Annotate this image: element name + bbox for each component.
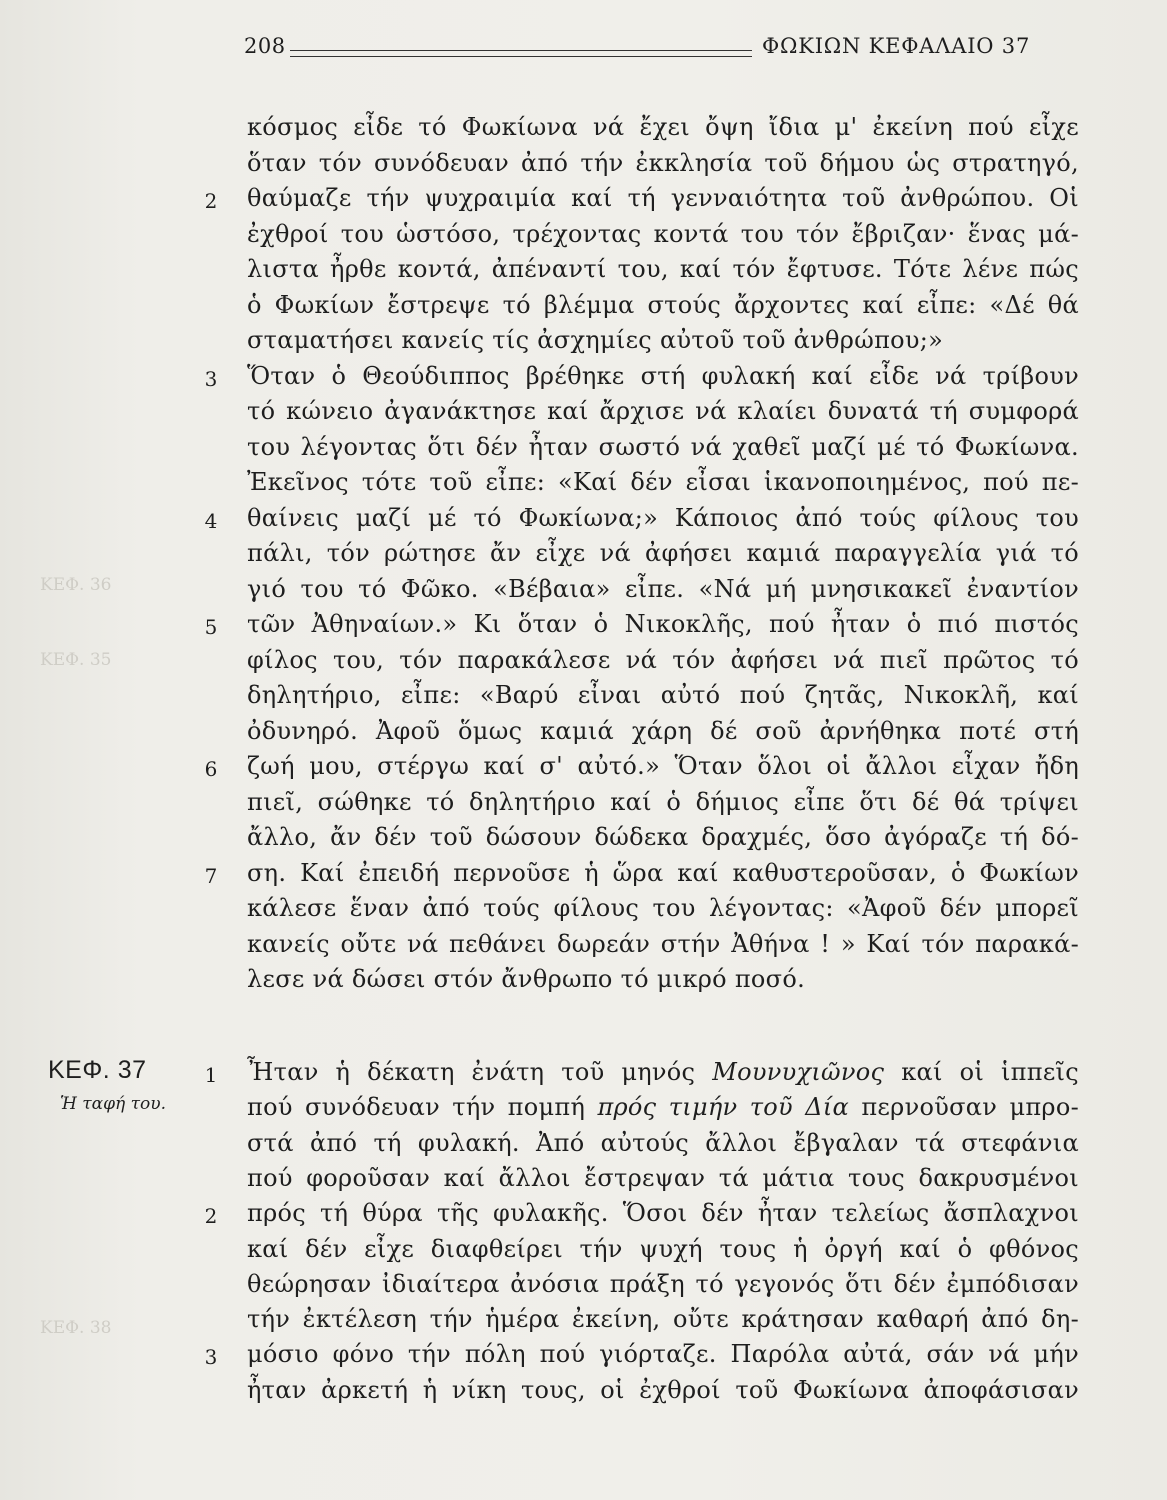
- text-line: [247, 504, 1079, 532]
- verse-number: 4: [204, 508, 218, 533]
- text-line: [247, 823, 1079, 851]
- text-line-content: δηλητήριο, εἶπε: «Βαρύ εἶναι αὐτό πού ζητᾶς, Νικοκλῆ, καί: [247, 681, 1079, 709]
- text-line-content: πού συνόδευαν τήν πομπή: [247, 1093, 598, 1122]
- verse-number: 2: [204, 1204, 218, 1229]
- text-line-content: τῶν Ἀθηναίων.» Κι ὅταν ὁ Νικοκλῆς, πού ἦταν ὁ πιό πιστός: [247, 610, 1079, 638]
- text-line-content: Ὅταν ὁ Θεούδιππος βρέθηκε στή φυλακή καί εἶδε νά τρίβουν: [247, 361, 1079, 390]
- text-line: [247, 220, 1079, 248]
- text-line: [247, 859, 1079, 887]
- text-line: [247, 1093, 1079, 1121]
- text-line-content: ὅταν τόν συνόδευαν ἀπό τήν ἐκκλησία τοῦ δήμου ὡς στρατηγό,: [247, 148, 1079, 177]
- text-line-content: πιεῖ, σώθηκε τό δηλητήριο καί ὁ δήμιος εἶπε ὅτι δέ θά τρίψει: [247, 787, 1079, 816]
- text-line-content: ὀδυνηρό. Ἀφοῦ ὅμως καμιά χάρη δέ σοῦ ἀρνήθηκα ποτέ στή: [247, 716, 1079, 745]
- text-line-content: τό κώνειο ἀγανάκτησε καί ἄρχισε νά κλαίει δυνατά τή συμφορά: [247, 397, 1079, 425]
- text-line: [247, 1340, 1079, 1368]
- text-line-continuation: καί οἱ ἱππεῖς: [884, 1058, 1080, 1086]
- text-line-content: θεώρησαν ἰδιαίτερα ἀνόσια πράξη τό γεγονός ὅτι δέν ἐμπόδισαν: [247, 1269, 1079, 1298]
- page-number: 208: [244, 34, 286, 58]
- text-line-content: ζωή μου, στέργω καί σ' αὐτό.» Ὅταν ὅλοι οἱ ἄλλοι εἶχαν ἤδη: [247, 752, 1079, 780]
- text-line-content: λεσε νά δώσει στόν ἄνθρωπο τό μικρό ποσό.: [247, 965, 806, 993]
- text-line-content: ἐχθροί του ὡστόσο, τρέχοντας κοντά του τόν ἔβριζαν· ἕνας μά-: [247, 219, 1079, 248]
- text-line: [247, 397, 1079, 425]
- text-line: [247, 681, 1079, 709]
- header-double-rule: [290, 50, 752, 57]
- text-line-content: ἦταν ἀρκετή ἡ νίκη τους, οἱ ἐχθροί τοῦ Φωκίωνα ἀποφάσισαν: [247, 1375, 1079, 1404]
- text-line-content: κόσμος εἶδε τό Φωκίωνα νά ἔχει ὄψη ἴδια μ' ἐκείνη πού εἶχε: [247, 113, 1079, 141]
- running-title: ΦΩΚΙΩΝ ΚΕΦΑΛΑΙΟ 37: [762, 34, 1031, 58]
- verse-number: 3: [204, 1345, 218, 1370]
- text-line: [247, 539, 1079, 567]
- text-line-content: πού φοροῦσαν καί ἄλλοι ἔστρεψαν τά μάτια τους δακρυσμένοι: [247, 1163, 1079, 1192]
- verse-number: 1: [204, 1063, 218, 1087]
- show-through-text: ΚΕΦ. 38: [40, 1318, 112, 1338]
- text-line: [247, 149, 1079, 177]
- italic-term: πρός τιμήν τοῦ Δία: [597, 1093, 850, 1122]
- chapter-heading: ΚΕΦ. 37: [48, 1056, 147, 1084]
- show-through-text: ΚΕΦ. 36: [40, 575, 112, 595]
- text-line: [247, 1164, 1079, 1192]
- verse-number: 5: [204, 615, 218, 639]
- show-through-text: ΚΕΦ. 35: [40, 650, 112, 670]
- text-line-content: ὁ Φωκίων ἔστρεψε τό βλέμμα στούς ἄρχοντες καί εἶπε: «Δέ θά: [247, 290, 1079, 319]
- text-line: [247, 113, 1079, 141]
- text-line: [247, 1270, 1079, 1298]
- text-line-content: Ἐκεῖνος τότε τοῦ εἶπε: «Καί δέν εἶσαι ἱκανοποιημένος, πού πε-: [247, 468, 1079, 496]
- text-line: [247, 433, 1079, 461]
- text-line: [247, 575, 1079, 603]
- page-header: [244, 32, 1052, 72]
- text-line: [247, 788, 1079, 816]
- text-line-content: λιστα ἦρθε κοντά, ἀπέναντί του, καί τόν ἔφτυσε. Τότε λένε πώς: [247, 255, 1079, 283]
- verse-number: 6: [204, 757, 218, 781]
- text-line-content: κανείς οὔτε νά πεθάνει δωρεάν στήν Ἀθήνα ! » Καί τόν παρακά-: [247, 929, 1079, 958]
- text-line: [247, 717, 1079, 745]
- text-line-content: του λέγοντας ὅτι δέν ἦταν σωστό νά χαθεῖ μαζί μέ τό Φωκίωνα.: [247, 432, 1079, 461]
- chapter-subtitle: Ἡ ταφή του.: [60, 1094, 167, 1114]
- text-line-content: σταματήσει κανείς τίς ἀσχημίες αὐτοῦ τοῦ ἀνθρώπου;»: [247, 326, 944, 354]
- text-line: [247, 1376, 1079, 1404]
- text-line: [247, 610, 1079, 638]
- text-line: [247, 1235, 1079, 1263]
- text-line-content: καί δέν εἶχε διαφθείρει τήν ψυχή τους ἡ ὀργή καί ὁ φθόνος: [247, 1234, 1079, 1263]
- text-line: [247, 894, 1079, 922]
- text-line: [247, 1199, 1079, 1227]
- text-line-continuation: περνοῦσαν μπρο-: [849, 1093, 1079, 1122]
- text-line: [247, 1305, 1079, 1333]
- text-line: [247, 752, 1079, 780]
- text-line: [247, 255, 1079, 283]
- text-line-content: θαίνεις μαζί μέ τό Φωκίωνα;» Κάποιος ἀπό τούς φίλους του: [247, 503, 1079, 532]
- text-line-content: θαύμαζε τήν ψυχραιμία καί τή γενναιότητα τοῦ ἀνθρώπου. Οἱ: [247, 184, 1079, 212]
- text-line: [247, 646, 1079, 674]
- text-line: [247, 326, 1079, 354]
- text-line: [247, 1129, 1079, 1157]
- text-line-content: φίλος του, τόν παρακάλεσε νά τόν ἀφήσει νά πιεῖ πρῶτος τό: [247, 645, 1079, 674]
- text-line: [247, 362, 1079, 390]
- text-line-content: τήν ἐκτέλεση τήν ἡμέρα ἐκείνη, οὔτε κράτησαν καθαρή ἀπό δη-: [247, 1305, 1079, 1334]
- text-line-content: ση. Καί ἐπειδή περνοῦσε ἡ ὥρα καί καθυστεροῦσαν, ὁ Φωκίων: [247, 858, 1079, 887]
- text-line-content: πάλι, τόν ρώτησε ἄν εἶχε νά ἀφήσει καμιά παραγγελία γιά τό: [247, 539, 1079, 567]
- text-line-content: στά ἀπό τή φυλακή. Ἀπό αὐτούς ἄλλοι ἔβγαλαν τά στεφάνια: [247, 1128, 1079, 1157]
- verse-number: 3: [204, 366, 218, 391]
- text-line-content: Ἦταν ἡ δέκατη ἐνάτη τοῦ μηνός: [247, 1058, 713, 1086]
- text-line: [247, 1058, 1079, 1086]
- text-line: [247, 184, 1079, 212]
- verse-number: 2: [204, 189, 218, 213]
- text-line-content: γιό του τό Φῶκο. «Βέβαια» εἶπε. «Νά μή μνησικακεῖ ἐναντίον: [247, 574, 1079, 603]
- text-line: [247, 930, 1079, 958]
- text-line-content: μόσιο φόνο τήν πόλη πού γιόρταζε. Παρόλα αὐτά, σάν νά μήν: [247, 1340, 1079, 1369]
- text-line: [247, 291, 1079, 319]
- text-line: [247, 468, 1079, 496]
- text-line-content: κάλεσε ἕναν ἀπό τούς φίλους του λέγοντας: «Ἀφοῦ δέν μπορεῖ: [247, 894, 1079, 922]
- text-line-content: ἄλλο, ἄν δέν τοῦ δώσουν δώδεκα δραχμές, ὅσο ἀγόραζε τή δό-: [247, 823, 1079, 851]
- italic-term: Μουνυχιῶνος: [712, 1058, 885, 1086]
- text-line-content: πρός τή θύρα τῆς φυλακῆς. Ὅσοι δέν ἦταν τελείως ἄσπλαχνοι: [247, 1199, 1079, 1228]
- text-line: [247, 965, 1079, 993]
- verse-number: 7: [204, 863, 218, 888]
